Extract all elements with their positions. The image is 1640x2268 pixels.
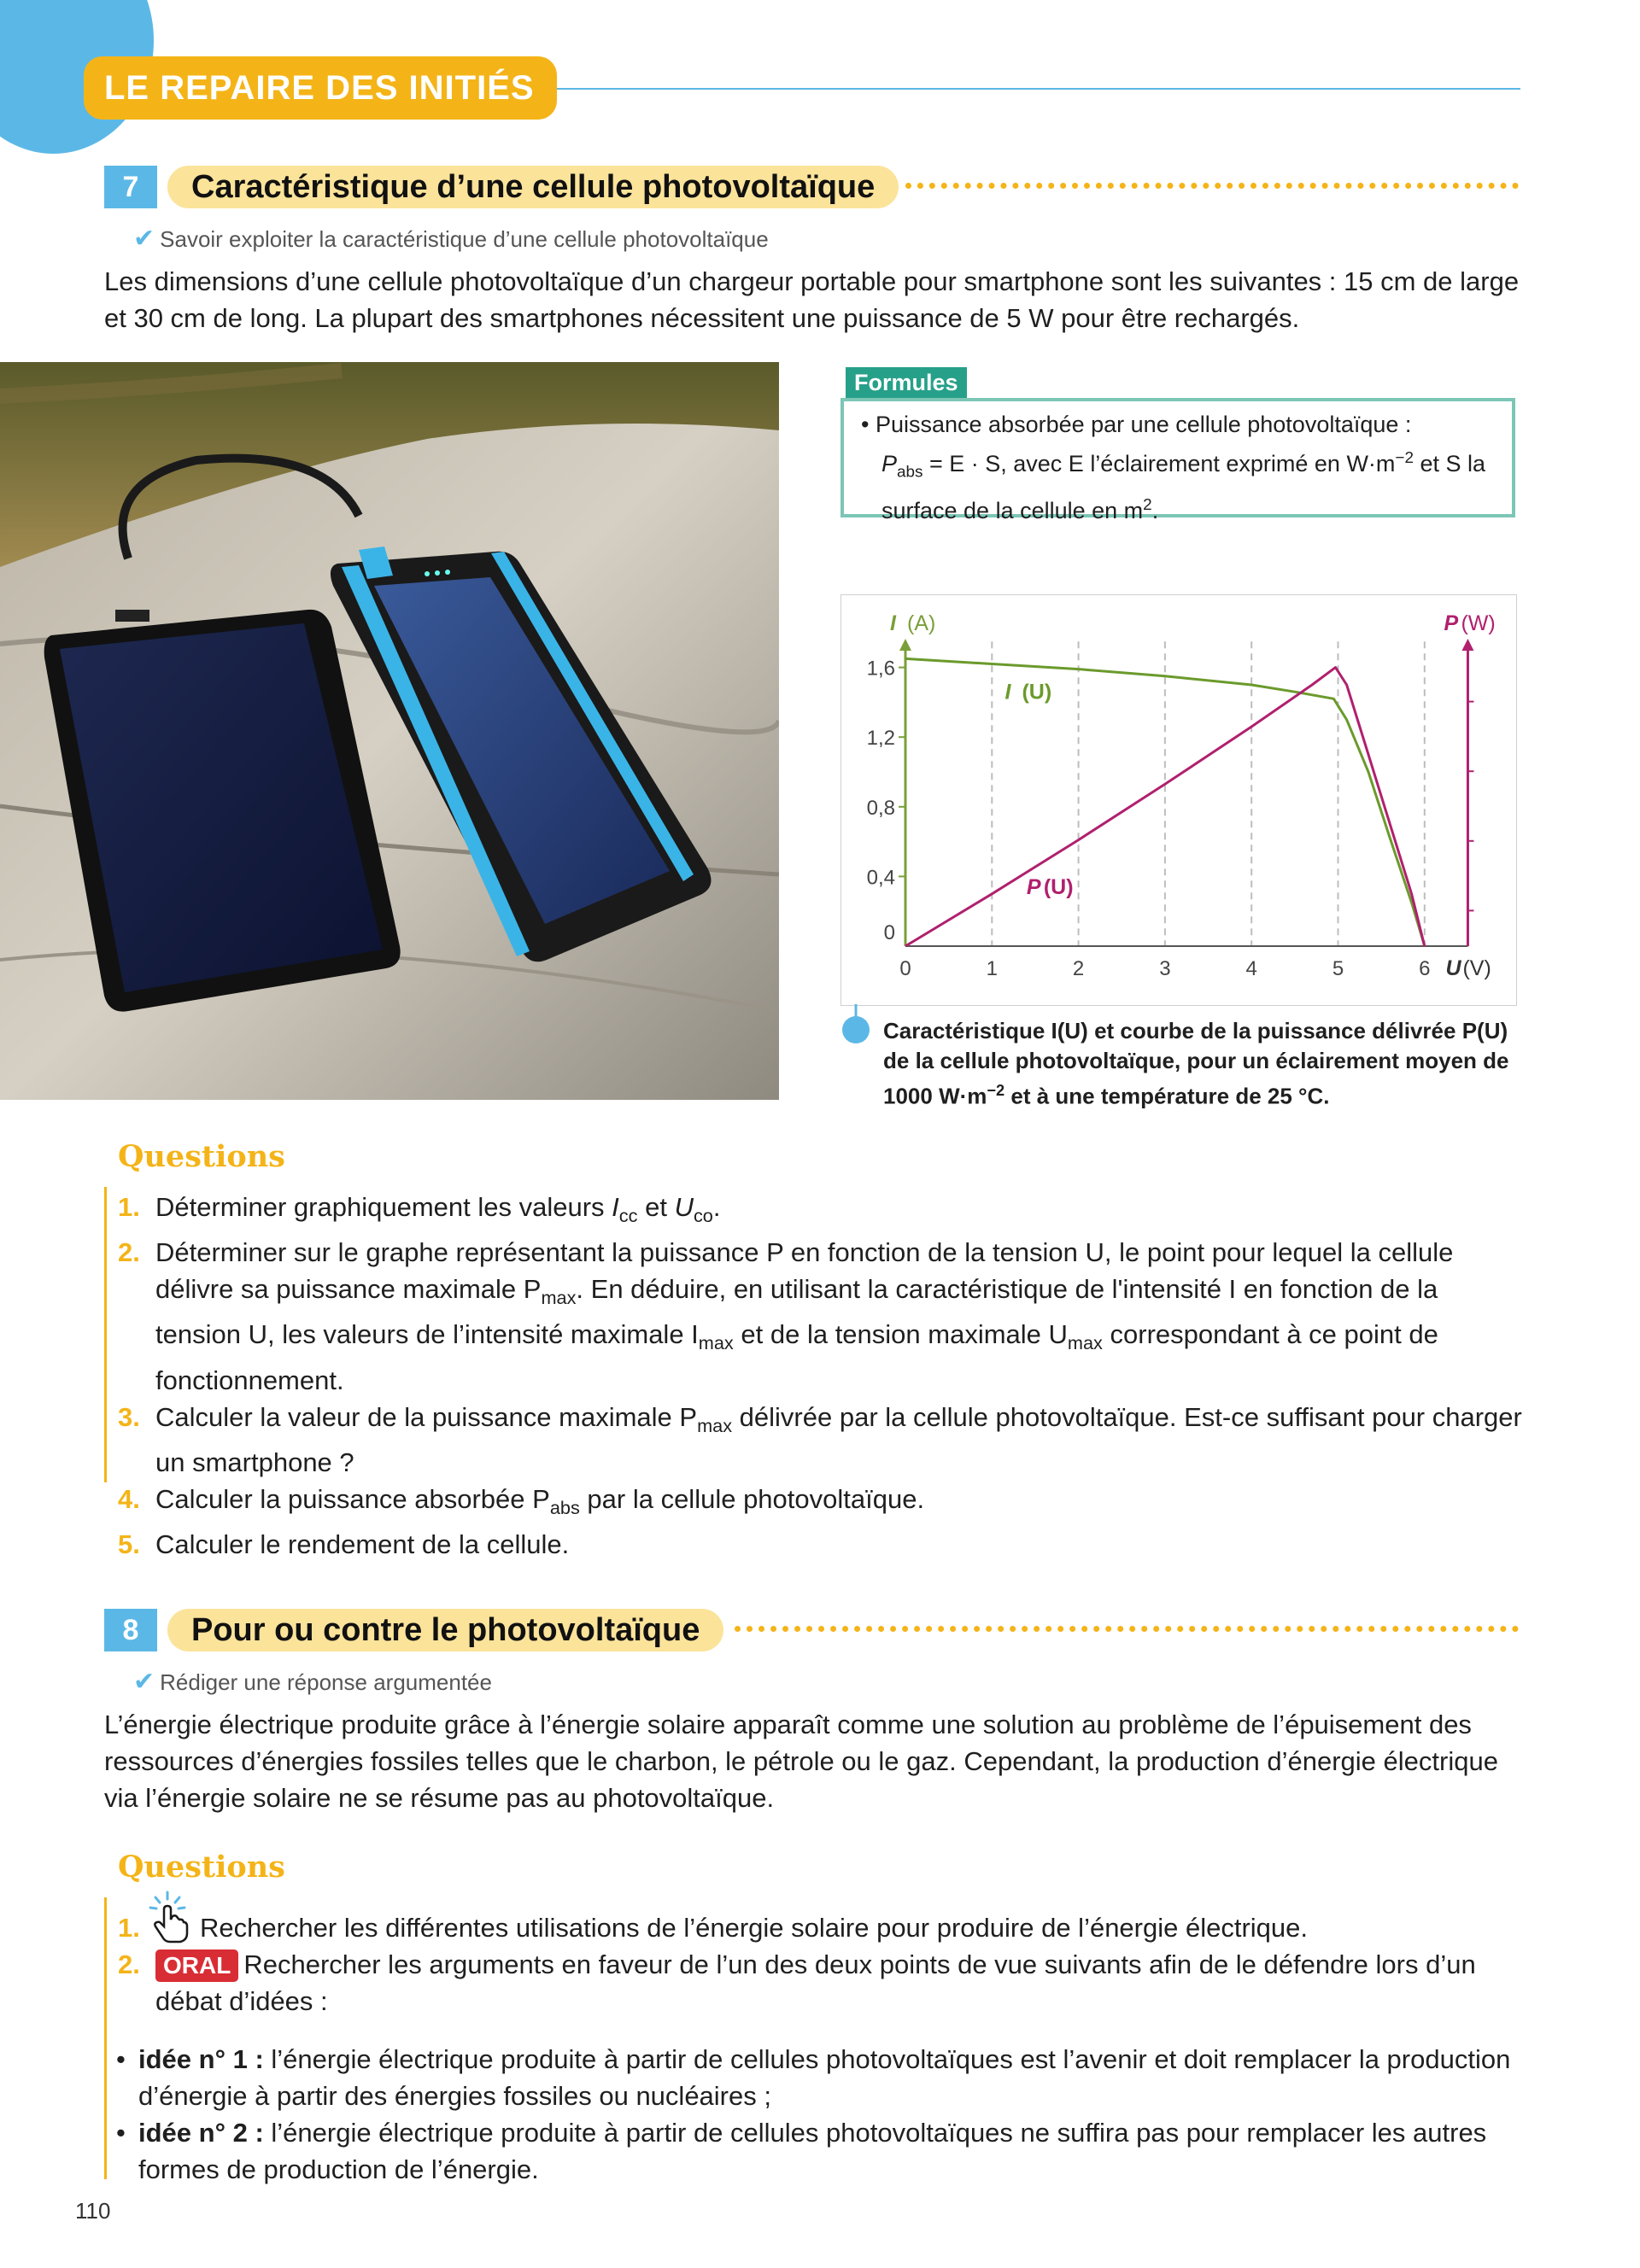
questions-title: Questions <box>118 1850 285 1885</box>
questions-list <box>118 1909 1522 2020</box>
x-tick-label: 3 <box>1159 957 1171 980</box>
question-text: et <box>637 1192 675 1222</box>
sub-max: max <box>541 1287 577 1309</box>
question-1 <box>118 1189 1522 1234</box>
question-number: 4. <box>118 1483 140 1514</box>
caption-text: Caractéristique I(U) et courbe de la puissance délivrée P(U) de la cellule photovoltaïque, pour un éclairement moyen de 1000 W·m <box>883 1018 1509 1109</box>
x-tick-label: 1 <box>986 957 998 980</box>
questions-list <box>118 1189 1522 1563</box>
question-text: correspondant à ce point de fonctionnement. <box>155 1319 1438 1395</box>
exercise-title: Caractéristique d’une cellule photovoltaïque <box>167 166 899 208</box>
skill-line <box>133 224 769 254</box>
pu-label-var: P <box>1026 874 1041 899</box>
sub-co: co <box>693 1205 713 1227</box>
page-number: 110 <box>75 2198 111 2224</box>
questions-title: Questions <box>118 1139 285 1174</box>
y-left-label-unit: (A) <box>907 611 936 635</box>
skill-text: Savoir exploiter la caractéristique d’une cellule photovoltaïque <box>160 226 769 252</box>
question-text: Calculer le rendement de la cellule. <box>155 1529 570 1559</box>
question-2 <box>118 1946 1522 2020</box>
question-text: Déterminer graphiquement les valeurs <box>155 1192 612 1222</box>
x-tick-label: 2 <box>1072 957 1085 980</box>
y-tick-label: 1,6 <box>866 657 895 681</box>
question-5 <box>118 1526 1522 1563</box>
exercise-number: 7 <box>104 166 157 208</box>
chart-frame <box>840 594 1517 1006</box>
check-icon: ✔ <box>133 225 155 253</box>
x-tick-label: 0 <box>899 957 911 980</box>
caption-exp: −2 <box>987 1082 1005 1099</box>
exercise-number: 8 <box>104 1609 157 1651</box>
question-text: Rechercher les arguments en faveur de l’un des deux points de vue suivants afin de le défendre lors d’un débat d’idées : <box>155 1949 1476 2016</box>
formula-var-p: P <box>882 451 898 476</box>
formula-rest: et S la <box>1413 451 1485 476</box>
var-i: I <box>612 1192 619 1222</box>
formula-text-3: surface de la cellule en m <box>882 498 1144 524</box>
question-number: 2. <box>118 1949 140 1979</box>
iu-label-unit: (U) <box>1022 680 1052 704</box>
question-number: 2. <box>118 1237 140 1268</box>
caption-marker <box>840 1004 871 1055</box>
question-2 <box>118 1234 1522 1398</box>
question-text: et de la tension maximale U <box>733 1319 1068 1350</box>
idea-label: idée n° 1 : <box>138 2044 264 2074</box>
y-left-label-var: I <box>890 611 896 635</box>
formula-sq: 2 <box>1143 496 1152 515</box>
y-tick-label: 0 <box>883 921 895 944</box>
questions-bar <box>104 1897 107 2179</box>
formula-line-2 <box>861 441 1500 488</box>
oral-badge: ORAL <box>155 1949 238 1982</box>
header-rule <box>512 88 1520 90</box>
formula-equation: = E · S, avec E l’éclairement exprimé en W·m <box>922 451 1396 476</box>
question-text: Rechercher les différentes utilisations de l’énergie solaire pour produire de l’énergie électrique. <box>200 1913 1309 1943</box>
formula-dot: . <box>1151 498 1159 524</box>
y-right-label-var: P <box>1444 611 1459 635</box>
iu-label-var: I <box>1004 680 1011 704</box>
caption-end: et à une température de 25 °C. <box>1004 1083 1330 1109</box>
question-text: Déterminer sur le graphe représentant la puissance P en fonction de la tension U, le point pour lequel la cellule délivre sa puissance maximale P <box>155 1237 1454 1305</box>
question-text: délivrée par la cellule photovoltaïque. Est-ce suffisant pour charger un smartphone ? <box>155 1401 1522 1477</box>
var-u: U <box>674 1192 694 1222</box>
x-label-unit: (V) <box>1462 956 1491 980</box>
exercise-title: Pour ou contre le photovoltaïque <box>167 1609 723 1651</box>
check-icon: ✔ <box>133 1668 155 1696</box>
x-label-var: U <box>1445 956 1461 980</box>
question-text: Calculer la puissance absorbée P <box>155 1483 550 1514</box>
idea-label: idée n° 2 : <box>138 2118 264 2148</box>
sub-max: max <box>1067 1332 1103 1354</box>
question-text: Calculer la valeur de la puissance maximale P <box>155 1401 698 1432</box>
idea-text: l’énergie électrique produite à partir de cellules photovoltaïques ne suffira pas pour remplacer les autres formes de production de l’énergie. <box>138 2118 1487 2184</box>
sub-max: max <box>697 1414 733 1436</box>
title-dots <box>735 1626 1519 1632</box>
exercise-intro: Les dimensions d’une cellule photovoltaïque d’un chargeur portable pour smartphone sont les suivantes : 15 cm de large et 30 cm de long. La plupart des smartphones nécessitent une puissance de 5 W pour être rechargés. <box>104 266 1520 333</box>
idea-2: • idée n° 2 : l’énergie électrique produite à partir de cellules photovoltaïques ne suffira pas pour remplacer les autres formes de production de l’énergie. <box>116 2118 1487 2184</box>
exercise-intro: L’énergie électrique produite grâce à l’énergie solaire apparaît comme une solution au problème de l’épuisement des ressources d’énergies fossiles telles que le charbon, le pétrole ou le gaz. Cependant, la production d’énergie électrique via l’énergie solaire ne se résume pas au photovoltaïque. <box>104 1710 1498 1813</box>
iv-chart <box>840 594 1517 1006</box>
question-text: par la cellule photovoltaïque. <box>579 1483 925 1514</box>
questions-bar <box>104 1187 107 1482</box>
formula-sub-abs: abs <box>897 463 923 482</box>
sub-abs: abs <box>549 1496 580 1518</box>
question-3 <box>118 1399 1522 1481</box>
powerbank-photo <box>0 362 779 1100</box>
formula-line-3 <box>861 488 1500 528</box>
pu-label-unit: (U) <box>1043 874 1074 899</box>
ideas-list <box>109 2041 1522 2188</box>
y-tick-label: 0,8 <box>866 796 895 820</box>
y-right-label-unit: (W) <box>1461 611 1496 635</box>
title-dots <box>905 183 1519 189</box>
skill-text: Rédiger une réponse argumentée <box>160 1669 492 1695</box>
sub-max: max <box>698 1332 734 1354</box>
skill-line <box>133 1667 492 1697</box>
formula-exp: −2 <box>1395 449 1414 467</box>
y-tick-label: 1,2 <box>866 727 895 751</box>
question-number: 5. <box>118 1529 140 1559</box>
question-number: 3. <box>118 1401 140 1432</box>
section-banner: LE REPAIRE DES INITIÉS <box>84 56 557 120</box>
chart-caption <box>883 1016 1520 1112</box>
formulas-tab: Formules <box>846 367 967 398</box>
formula-text-1: Puissance absorbée par une cellule photovoltaïque : <box>875 412 1412 437</box>
question-number: 1. <box>118 1192 140 1222</box>
formulas-box <box>840 398 1515 524</box>
x-tick-label: 5 <box>1332 957 1344 980</box>
idea-text: l’énergie électrique produite à partir de cellules photovoltaïques est l’avenir et doit remplacer la production d’énergie à partir des énergies fossiles ou nucléaires ; <box>138 2044 1511 2111</box>
question-text: . <box>712 1192 721 1222</box>
sub-cc: cc <box>618 1205 638 1227</box>
question-number: 1. <box>118 1913 140 1943</box>
x-tick-label: 6 <box>1419 957 1431 980</box>
formula-line-1: • Puissance absorbée par une cellule photovoltaïque : <box>861 412 1412 437</box>
question-1 <box>118 1909 1522 1946</box>
x-tick-label: 4 <box>1245 957 1257 980</box>
y-tick-label: 0,4 <box>866 866 895 890</box>
click-hand-icon <box>142 1891 195 1944</box>
idea-1: • idée n° 1 : l’énergie électrique produite à partir de cellules photovoltaïques est l’avenir et doit remplacer la production d’énergie à partir des énergies fossiles ou nucléaires ; <box>116 2044 1511 2111</box>
question-text: . En déduire, en utilisant la caractéristique de l'intensité I en fonction de la tension U, les valeurs de l’intensité maximale I <box>155 1274 1438 1350</box>
question-4 <box>118 1481 1522 1526</box>
